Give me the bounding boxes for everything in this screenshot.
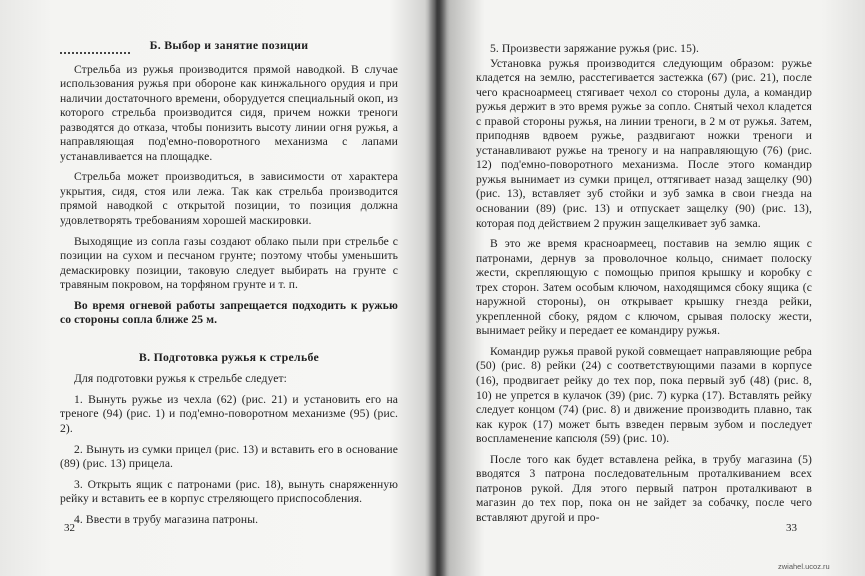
section-v-step-4: 4. Ввести в трубу магазина патроны.: [74, 512, 259, 526]
section-v-step-1: 1. Вынуть ружье из чехла (62) (рис. 21) и установить его на треноге (94) (рис. 1) и под'емно-поворотном механизме (95) (рис. 2).: [60, 392, 398, 436]
book-spine: [425, 0, 447, 576]
section-v-intro: Для подготовки ружья к стрельбе следует:: [74, 372, 287, 386]
watermark: zwiahel.ucoz.ru: [778, 562, 830, 571]
right-paragraph-2: В это же время красноармеец, поставив на землю ящик с патронами, дернув за проволочное кольцо, снимает полоску жести, скрепляющую с помощью припоя крышку и коробку с трех сторон. Затем особым ключом, находящимся сбоку ящика (с наружной стороны), он открывает крышку гнезда рейки, укрепленной сбоку, рядом с ключом, срывая полоску жести, вынимает рейку и передает ее командиру ружья.: [476, 237, 812, 338]
section-v-step-2: 2. Вынуть из сумки прицел (рис. 13) и вставить его в основание (89) (рис. 13) прицела.: [60, 442, 398, 471]
section-b-paragraph-2: Стрельба может производиться, в зависимости от характера укрытия, сидя, стоя или лежа. Так как стрельба производится прямой наводкой с открытой позиции, то позиция должна удовлетворять требованиям хорошей маскировки.: [60, 170, 398, 228]
warning-text: Во время огневой работы запрещается подходить к ружью со стороны сопла ближе 25 м.: [60, 298, 398, 327]
right-paragraph-3: Командир ружья правой рукой совмещает направляющие ребра (50) (рис. 8) рейки (24) с соответствующими пазами в корпусе (16), продвигает рейку до тех пор, пока первый зуб (48) (рис. 8, 10) не упрется в кулачок (39) (рис. 7) курка (17). Вставлять рейку следует концом (74) (рис. 8) и движение производить плавно, так как курок (17) может быть взведен первым зубом и последует воспламенение капсюля (59) (рис. 10).: [476, 344, 812, 446]
step-5: 5. Произвести заряжание ружья (рис. 15).: [490, 42, 699, 55]
section-v-heading: В. Подготовка ружья к стрельбе: [138, 349, 320, 364]
ink-mark: [60, 52, 130, 54]
right-paragraph-1: Установка ружья производится следующим образом: ружье кладется на землю, расстегивается застежка (67) (рис. 21), после чего красноармеец стягивает чехол со стороны дула, а командир ружья держит в это время ружье за сопло. Снятый чехол кладется с правой стороны ружья, на линии треноги, в 2 м от ружья. Затем, приподняв вдвоем ружье, раздвигают ножки треноги и устанавливают ружье на треногу и на направляющую (76) (рис. 12) под'емно-поворотного механизма. После этого командир ружья вынимает из сумки прицел, оттягивает назад защелку (90) (рис. 13), вставляет зуб стойки и зуб замка в свои гнезда на основании (89) (рис. 13) и отпускает защелку (90) (рис. 13), которая под действием 2 пружин защелкивает зуб замка.: [476, 56, 812, 230]
left-page: [60, 0, 398, 576]
section-b-paragraph-3: Выходящие из сопла газы создают облако пыли при стрельбе с позиции на сухом и песчаном грунте; поэтому чтобы уменьшить демаскировку позиции, таковую следует выбирать на грунте с травяным покровом, на торфяном грунте и т. п.: [60, 234, 398, 292]
right-page: [476, 0, 812, 576]
right-paragraph-4: После того как будет вставлена рейка, в трубу магазина (5) вводятся 3 патрона последовательным проталкиванием всех патронов рукой. Для этого первый патрон проталкивают в магазин до тех пор, пока он не зайдет за собачку, после чего вставляют другой и про-: [476, 452, 812, 524]
left-page-number: 32: [64, 522, 75, 534]
right-page-number: 33: [786, 522, 797, 534]
section-b-heading: Б. Выбор и занятие позиции: [149, 38, 309, 52]
section-v-step-3: 3. Открыть ящик с патронами (рис. 18), вынуть снаряженную рейку и вставить ее в корпус стреляющего приспособления.: [60, 477, 398, 506]
section-b-paragraph-1: Стрельба из ружья производится прямой наводкой. В случае использования ружья при обороне как кинжального орудия и при наличии достаточного времени, оборудуется специальный окоп, из которого стрельба производится сидя, причем ножки треноги разводятся до отказа, чтобы понизить высоту линии огня ружья, а направляющая под'емно-поворотного механизма с лапами устанавливается на площадке.: [60, 62, 398, 163]
